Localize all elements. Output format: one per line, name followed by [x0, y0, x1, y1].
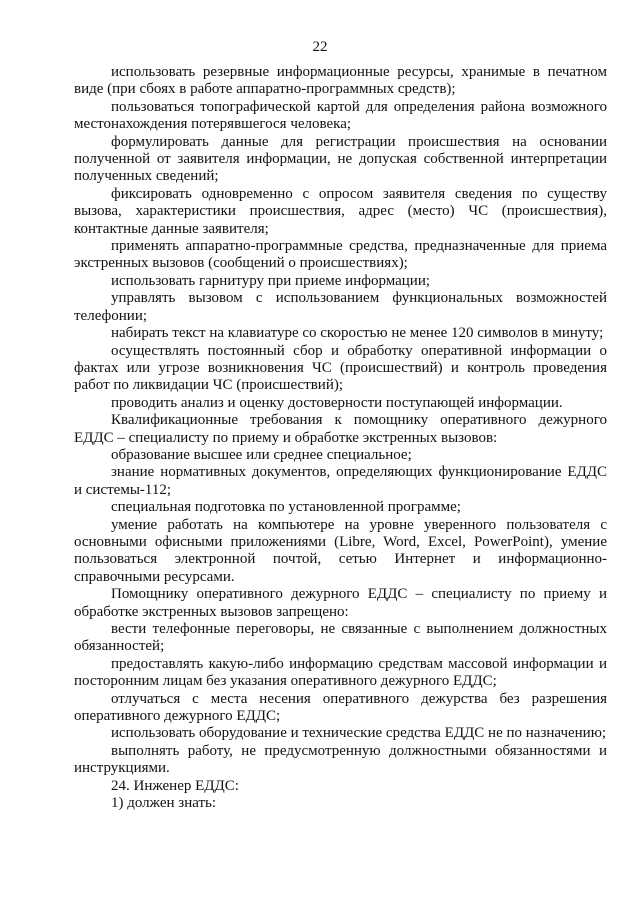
paragraph: образование высшее или среднее специальное;	[111, 446, 412, 463]
paragraph: управлять вызовом с использованием функциональных возможностей телефонии;	[74, 290, 607, 324]
paragraph: использовать оборудование и технические средства ЕДДС не по назначению;	[111, 725, 607, 742]
paragraph: знание нормативных документов, определяющих функционирование ЕДДС и системы-112;	[74, 464, 607, 498]
paragraph: вести телефонные переговоры, не связанные с выполнением должностных обязанностей;	[74, 621, 607, 655]
paragraph: использовать резервные информационные ресурсы, хранимые в печатном виде (при сбоях в работе аппаратно-программных средств);	[74, 64, 607, 98]
section-heading: 24. Инженер ЕДДС:	[111, 777, 239, 794]
paragraph: проводить анализ и оценку достоверности поступающей информации.	[111, 394, 563, 411]
paragraph: отлучаться с места несения оперативного дежурства без разрешения оперативного дежурного ЕДДС;	[74, 690, 607, 725]
paragraph: Квалификационные требования к помощнику оперативного дежурного ЕДДС – специалисту по приему и обработке экстренных вызовов:	[74, 412, 607, 446]
paragraph: выполнять работу, не предусмотренную должностными обязанностями и инструкциями.	[74, 742, 607, 777]
subsection-heading: 1) должен знать:	[111, 795, 217, 812]
paragraph: специальная подготовка по установленной программе;	[111, 499, 461, 516]
document-body	[74, 64, 607, 812]
paragraph: набирать текст на клавиатуре со скоростью не менее 120 символов в минуту;	[111, 325, 604, 342]
paragraph: использовать гарнитуру при приеме информации;	[111, 272, 431, 289]
paragraph: предоставлять какую-либо информацию средствам массовой информации и посторонним лицам без указания оперативного дежурного ЕДДС;	[74, 655, 607, 690]
paragraph: пользоваться топографической картой для определения района возможного местонахождения потерявшегося человека;	[74, 98, 607, 133]
paragraph: Помощнику оперативного дежурного ЕДДС – специалисту по приему и обработке экстренных вызовов запрещено:	[74, 586, 607, 620]
paragraph: формулировать данные для регистрации происшествия на основании полученной от заявителя информации, не допуская собственной интерпретации полученных сведений;	[74, 133, 607, 185]
paragraph: умение работать на компьютере на уровне уверенного пользователя с основными офисными приложениями (Libre, Word, Excel, PowerPoint), умение пользоваться электронной почтой, сетью Интернет и информационно-справочными ресурсами.	[74, 516, 607, 585]
page-number: 22	[312, 39, 328, 55]
paragraph: применять аппаратно-программные средства, предназначенные для приема экстренных вызовов (сообщений о происшествиях);	[74, 238, 607, 272]
paragraph: фиксировать одновременно с опросом заявителя сведения по существу вызова, характеристики происшествия, адрес (место) ЧС (происшествия), контактные данные заявителя;	[74, 185, 607, 237]
paragraph: осуществлять постоянный сбор и обработку оперативной информации о фактах или угрозе возникновения ЧС (происшествий) и контроль проведения работ по ликвидации ЧС (происшествий);	[74, 342, 607, 394]
